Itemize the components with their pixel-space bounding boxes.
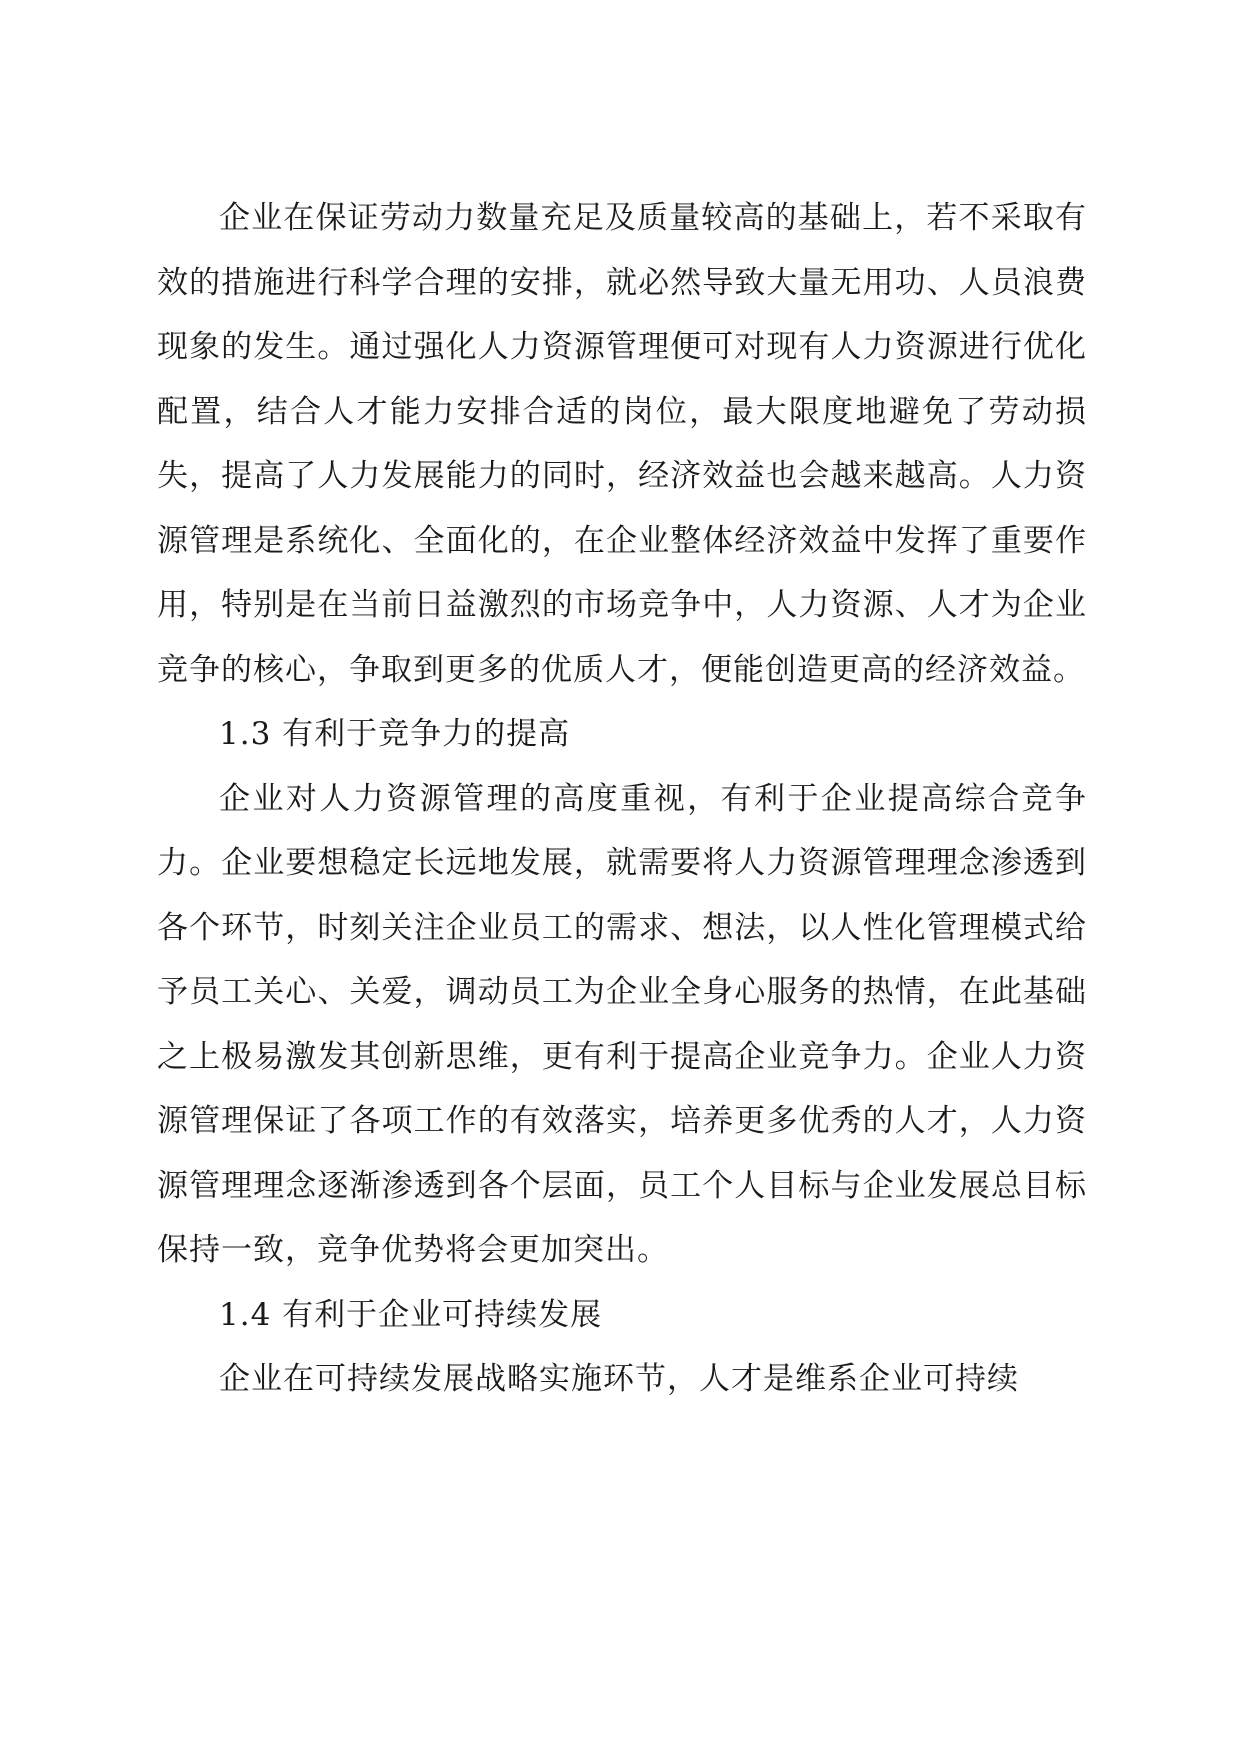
document-body [157, 186, 1087, 1412]
section-heading: 1.3 有利于竞争力的提高 [219, 716, 571, 752]
body-paragraph: 企业对人力资源管理的高度重视，有利于企业提高综合竞争力。企业要想稳定长远地发展，就需要将人力资源管理理念渗透到各个环节，时刻关注企业员工的需求、想法，以人性化管理模式给予员工关心、关爱，调动员工为企业全身心服务的热情，在此基础之上极易激发其创新思维，更有利于提高企业竞争力。企业人力资源管理保证了各项工作的有效落实，培养更多优秀的人才，人力资源管理理念逐渐渗透到各个层面，员工个人目标与企业发展总目标保持一致，竞争优势将会更加突出。 [157, 780, 1087, 1268]
section-heading: 1.4 有利于企业可持续发展 [219, 1296, 603, 1333]
body-paragraph: 企业在可持续发展战略实施环节，人才是维系企业可持续 [219, 1361, 1019, 1397]
body-paragraph: 企业在保证劳动力数量充足及质量较高的基础上，若不采取有效的措施进行科学合理的安排，就必然导致大量无用功、人员浪费现象的发生。通过强化人力资源管理便可对现有人力资源进行优化配置，结合人才能力安排合适的岗位，最大限度地避免了劳动损失，提高了人力发展能力的同时，经济效益也会越来越高。人力资源管理是系统化、全面化的，在企业整体经济效益中发挥了重要作用，特别是在当前日益激烈的市场竞争中，人力资源、人才为企业竞争的核心，争取到更多的优质人才，便能创造更高的经济效益。 [157, 200, 1087, 688]
